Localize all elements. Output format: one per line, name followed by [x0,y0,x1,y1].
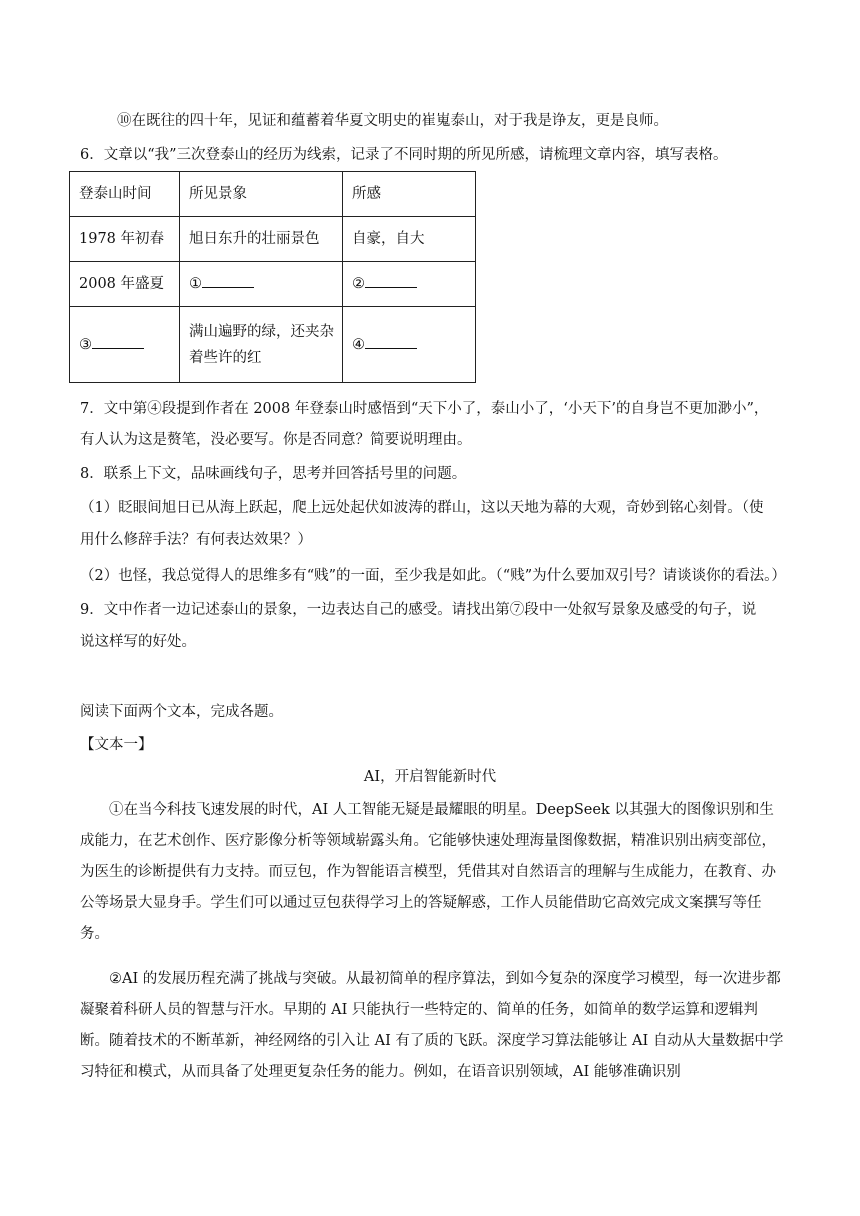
table-row [70,217,476,262]
blank-line [202,273,254,288]
blank-number: ③ [79,336,92,353]
question-9-line-1: 9．文中作者一边记述泰山的景象，一边表达自己的感受。请找出第⑦段中一处叙写景象及感受的句子，说 [80,602,757,618]
cell-time: 2008 年盛夏 [70,262,180,307]
text-1-paragraph-1: ①在当今科技飞速发展的时代，AI 人工智能无疑是最耀眼的明星。DeepSeek 以其强大的图像识别和生成能力，在艺术创作、医疗影像分析等领域崭露头角。它能够快速处理海量图像数据，精准识别出病变部位，为医生的诊断提供有力支持。而豆包，作为智能语言模型，凭借其对自然语言的理解与生成能力，在教育、办公等场景大显身手。学生们可以通过豆包获得学习上的答疑解惑，工作人员能借助它高效完成文案撰写等任务。 [80,802,776,942]
cell-scene: 旭日东升的壮丽景色 [180,217,343,262]
blank-line [365,273,417,288]
table-row [70,307,476,383]
cell-feeling: 自豪，自大 [343,217,476,262]
blank-number: ① [189,276,202,292]
question-7-line-1: 7．文中第④段提到作者在 2008 年登泰山时感悟到“天下小了，泰山小了，‘小天下’的自身岂不更加渺小”， [80,401,769,417]
cell-time-blank [70,307,180,383]
text-1-title: AI，开启智能新时代 [363,769,497,785]
cell-scene-blank [180,262,343,307]
text-1-paragraph-2: ②AI 的发展历程充满了挑战与突破。从最初简单的程序算法，到如今复杂的深度学习模型，每一次进步都凝聚着科研人员的智慧与汗水。早期的 AI 只能执行一些特定的、简单的任务，如简单的数学运算和逻辑判断。随着技术的不断革新，神经网络的引入让 AI 有了质的飞跃。深度学习算法能够让 AI 自动从大量数据中学习特征和模式，从而具备了处理更复杂任务的能力。例如，在语音识别领域，AI 能够准确识别 [80,971,784,1080]
table-header-row [70,172,476,217]
blank-number: ④ [352,336,365,353]
reading-instruction: 阅读下面两个文本，完成各题。 [80,704,283,720]
blank-line [365,334,417,349]
question-8-1-line-2: 用什么修辞手法？有何表达效果？） [80,532,312,548]
question-7-line-2: 有人认为这是赘笔，没必要写。你是否同意？简要说明理由。 [80,432,472,448]
cell-feeling-blank [343,262,476,307]
cell-feeling-blank [343,307,476,383]
summary-table [69,171,476,383]
header-scene: 所见景象 [180,172,343,217]
passage-ending-paragraph: ⑩在既往的四十年，见证和蕴蓄着华夏文明史的崔嵬泰山，对于我是诤友，更是良师。 [117,113,668,129]
header-feeling: 所感 [343,172,476,217]
blank-number: ② [352,276,365,292]
cell-time: 1978 年初春 [70,217,180,262]
header-time: 登泰山时间 [70,172,180,217]
text-1-label: 【文本一】 [80,737,153,753]
table-row [70,262,476,307]
question-9-line-2: 说这样写的好处。 [80,634,196,650]
question-8-2: （2）也怪，我总觉得人的思维多有“贱”的一面，至少我是如此。（“贱”为什么要加双引号？请谈谈你的看法。） [80,568,786,584]
cell-scene [180,307,343,383]
question-6: 6．文章以“我”三次登泰山的经历为线索，记录了不同时期的所见所感，请梳理文章内容，填写表格。 [80,147,728,163]
cell-scene-line: 着些许的红 [189,349,262,366]
question-8: 8．联系上下文，品味画线句子，思考并回答括号里的问题。 [80,466,467,482]
cell-scene-line: 满山遍野的绿，还夹杂 [189,323,334,340]
blank-line [92,334,144,349]
question-8-1-line-1: （1）眨眼间旭日已从海上跃起，爬上远处起伏如波涛的群山，这以天地为幕的大观，奇妙到铭心刻骨。（使 [80,500,764,516]
